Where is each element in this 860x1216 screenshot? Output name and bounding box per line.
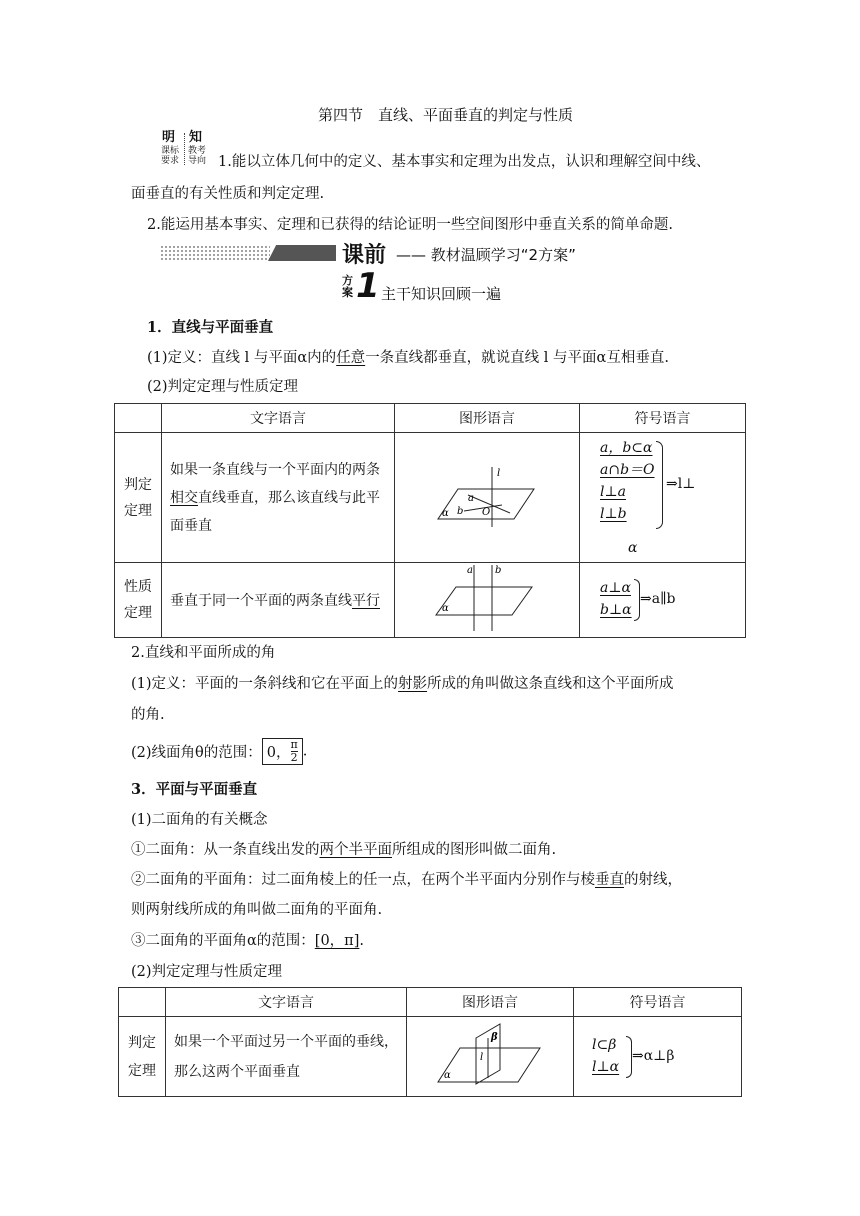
badge-ming: 明 [162, 130, 176, 145]
t1-row2-symbol [580, 563, 746, 638]
s2-def-underlined: 射影 [398, 676, 428, 692]
t1-row2-sym-result: ⇒a∥b [640, 591, 676, 607]
t1-row1-symbol [580, 433, 746, 563]
s2-range [131, 738, 307, 765]
t2-row1-figure [407, 1017, 574, 1097]
badge-zhi: 知 [189, 130, 203, 145]
t2-row1-sym2: l⊥α [592, 1059, 620, 1075]
s2-def-post: 所成的角叫做这条直线和这个平面所成 [427, 676, 674, 692]
t1-row1-brace [656, 441, 663, 529]
t1-row1-label [115, 433, 162, 563]
s3-concept-2 [131, 868, 682, 889]
t1-row2-text-underlined: 平行 [352, 593, 380, 609]
badge-left-2: 要求 [161, 156, 180, 166]
t1-header-blank [115, 404, 162, 433]
t2-header-symbol: 符号语言 [574, 988, 742, 1017]
s3-c2-post: 的射线， [624, 872, 682, 888]
s2-range-zero: 0， [266, 745, 291, 761]
t1-row1-text-underlined: 相交 [170, 489, 198, 506]
fangan-label-2: 案 [342, 286, 353, 299]
perpendicular-line-plane-figure [432, 461, 542, 531]
t2-row1-label [119, 1017, 166, 1097]
t1-row1-text [162, 433, 395, 563]
theorem-table-2 [118, 987, 742, 1097]
fig1-l: l [497, 467, 501, 479]
t1-row2-text [162, 563, 395, 638]
banner-sub: —— 教材温顾学习“2方案” [396, 246, 576, 264]
s3-sub2: (2)判定定理与性质定理 [131, 964, 283, 980]
t1-row2-figure [395, 563, 580, 638]
s1-def-underlined: 任意 [336, 350, 366, 366]
t1-row1-sym-lines [600, 437, 655, 525]
theorem-table-1 [114, 403, 746, 638]
fig1-O: O [482, 506, 491, 518]
s3-c2-tail: 则两射线所成的角叫做二面角的平面角. [131, 902, 383, 918]
s2-def-pre: (1)定义：平面的一条斜线和它在平面上的 [131, 676, 399, 692]
s2-range-end: . [302, 743, 308, 760]
t1-row1-sym-alpha: α [628, 540, 638, 556]
s2-range-pre: (2)线面角θ的范围： [131, 745, 262, 761]
t2-header-blank [119, 988, 166, 1017]
t1-row2-label [115, 563, 162, 638]
t2-row1-sym-lines [592, 1034, 619, 1078]
objective-1b: 面垂直的有关性质和判定定理. [131, 186, 325, 202]
banner-dots [160, 245, 270, 261]
fig3-beta: β [491, 1031, 498, 1043]
fig2-a: a [467, 565, 473, 576]
s3-concept-3 [131, 929, 364, 950]
s2-heading: 2.直线和平面所成的角 [131, 645, 276, 661]
s1-definition [147, 346, 669, 367]
s3-c2-underlined: 垂直 [595, 872, 624, 888]
t2-row1-sym1: l⊂β [592, 1037, 617, 1053]
fig1-alpha: α [442, 507, 449, 519]
badge-left-1: 课标 [161, 146, 180, 156]
badge-right-2: 导向 [188, 156, 207, 166]
fig3-alpha: α [444, 1069, 451, 1081]
fig1-a: a [468, 492, 474, 504]
s3-c1-underlined: 两个半平面 [319, 842, 392, 858]
s3-c3-underlined: [0，π] [314, 933, 360, 949]
s2-range-interval [262, 738, 303, 765]
fangan-title: 主干知识回顾一遍 [381, 285, 502, 303]
s3-c3-post: . [359, 933, 364, 949]
fig2-b: b [495, 565, 502, 576]
t1-row2-sym1: a⊥α [600, 580, 631, 596]
t1-row1-sym3: l⊥a [600, 484, 626, 500]
t1-row1-sym1: a，b⊂α [600, 440, 653, 456]
s2-range-numerator: π [290, 738, 298, 751]
s1-sub2: (2)判定定理与性质定理 [147, 379, 299, 395]
t2-row1-symbol [574, 1017, 742, 1097]
s2-range-fraction [291, 739, 298, 764]
t1-header-symbol: 符号语言 [580, 404, 746, 433]
parallel-lines-figure [432, 563, 542, 633]
objective-1a: 1.能以立体几何中的定义、基本事实和定理为出发点，认识和理解空间中线、 [218, 154, 711, 170]
t1-row2-sym-lines [600, 577, 632, 621]
fig2-alpha: α [442, 603, 449, 614]
perpendicular-planes-figure [430, 1020, 550, 1090]
t1-row1-text-a: 如果一条直线与一个平面内的两条 [170, 461, 380, 478]
s3-c1-post: 所组成的图形叫做二面角. [392, 842, 557, 858]
banner-bar [268, 245, 336, 261]
fig1-b: b [457, 505, 464, 517]
banner-main: 课前 [342, 243, 387, 268]
s3-heading: 3．平面与平面垂直 [131, 781, 258, 798]
s3-c1-pre: ①二面角：从一条直线出发的 [131, 842, 320, 858]
objectives-badge [160, 131, 210, 167]
t2-header-text: 文字语言 [166, 988, 407, 1017]
s1-def-post: 一条直线都垂直，就说直线 l 与平面α互相垂直. [365, 350, 669, 366]
badge-divider [184, 133, 186, 165]
s2-definition [131, 672, 674, 693]
s3-concept-1 [131, 838, 556, 859]
t1-row1-sym4: l⊥b [600, 506, 627, 522]
t2-row1-label-text: 判定定理 [128, 1034, 156, 1079]
s1-def-pre: (1)定义：直线 l 与平面α内的 [147, 350, 337, 366]
fangan-number: 1 [356, 266, 380, 306]
t1-header-figure: 图形语言 [395, 404, 580, 433]
t1-row1-label-text: 判定定理 [124, 476, 152, 519]
s3-c3-pre: ③二面角的平面角α的范围： [131, 933, 315, 949]
t2-header-figure: 图形语言 [407, 988, 574, 1017]
t1-row1-text-b: 直线垂直，那么该直线与此平面垂直 [170, 489, 380, 534]
page-title: 第四节 直线、平面垂直的判定与性质 [318, 106, 574, 124]
fig3-l: l [480, 1051, 484, 1063]
s2-def-tail: 的角. [131, 707, 165, 723]
fangan-label [342, 275, 356, 299]
t1-row1-sym2: a∩b＝O [600, 462, 655, 478]
t1-row1-figure [395, 433, 580, 563]
fangan-label-1: 方 [342, 274, 353, 287]
badge-right-1: 教考 [188, 146, 207, 156]
t2-row1-sym-result: ⇒α⊥β [632, 1048, 675, 1064]
s3-c2-pre: ②二面角的平面角：过二面角棱上的任一点，在两个半平面内分别作与棱 [131, 872, 595, 888]
t1-row1-sym-result: ⇒l⊥ [666, 476, 696, 492]
t1-row2-sym2: b⊥α [600, 602, 632, 618]
objective-2: 2.能运用基本事实、定理和已获得的结论证明一些空间图形中垂直关系的简单命题. [147, 217, 673, 233]
t1-row2-text-a: 垂直于同一个平面的两条直线 [170, 593, 352, 609]
s3-sub1: (1)二面角的有关概念 [131, 812, 268, 828]
t1-row2-label-text: 性质定理 [124, 579, 152, 621]
s1-heading: 1．直线与平面垂直 [147, 319, 274, 336]
t1-header-text: 文字语言 [162, 404, 395, 433]
t2-row1-text: 如果一个平面过另一个平面的垂线，那么这两个平面垂直 [166, 1017, 407, 1097]
s2-range-denominator: 2 [290, 751, 298, 764]
